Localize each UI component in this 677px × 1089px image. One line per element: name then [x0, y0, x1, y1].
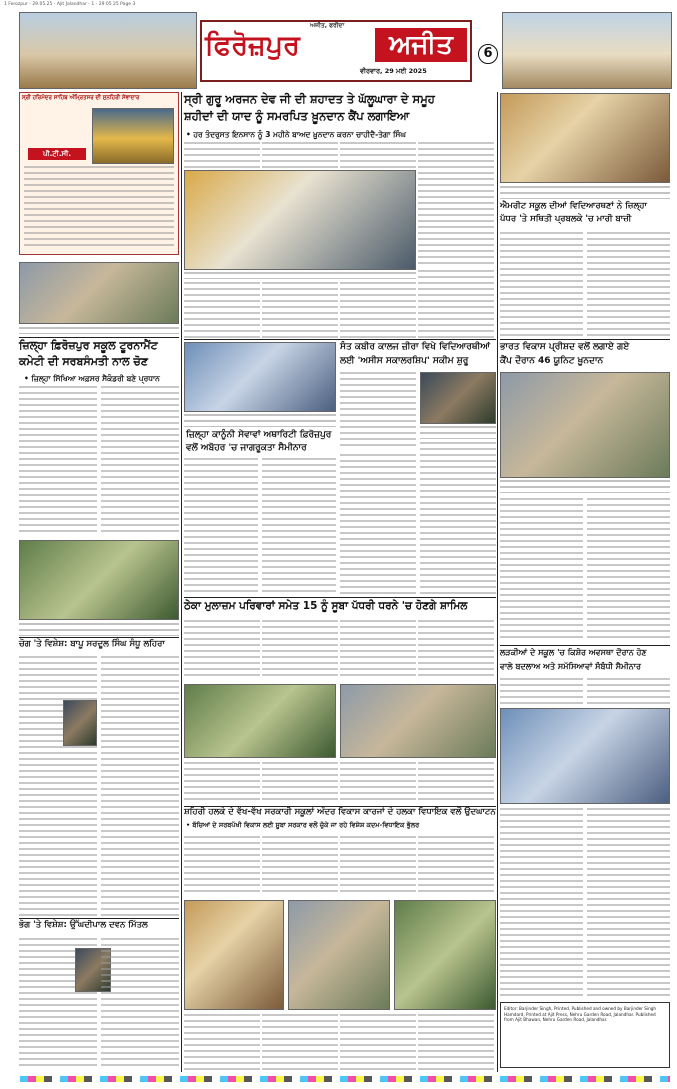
article-body	[184, 282, 260, 338]
article-photo	[340, 684, 496, 758]
article-body	[340, 620, 416, 680]
lead-photo	[184, 170, 416, 270]
lead-headline: ਸ੍ਰੀ ਗੁਰੂ ਅਰਜਨ ਦੇਵ ਜੀ ਦੀ ਸ਼ਹਾਦਤ ਤੇ ਘੱਲੂਘਾਰਾ ਦੇ ਸਮੂਹ	[184, 92, 435, 106]
section-rule	[19, 337, 179, 338]
article-photo	[184, 900, 284, 1010]
masthead-title-right: ਅਜੀਤ	[375, 28, 467, 62]
article-body	[587, 808, 670, 998]
headline: ਕੈਂਪ ਦੌਰਾਨ 46 ਯੂਨਿਟ ਖ਼ੂਨਦਾਨ	[500, 356, 604, 366]
headline: ਲਈ 'ਅਸੀਸ ਸਕਾਲਰਸ਼ਿਪ' ਸਕੀਮ ਸ਼ੁਰੂ	[340, 356, 469, 366]
column-rule	[181, 92, 182, 1072]
headline: ਕਮੇਟੀ ਦੀ ਸਰਬਸੰਮਤੀ ਨਾਲ ਚੋਣ	[19, 355, 148, 368]
photo-caption	[19, 623, 179, 636]
article-body	[500, 678, 583, 704]
article-body	[418, 142, 494, 267]
subheadline: • ਜ਼ਿਲ੍ਹਾ ਸਿੱਖਿਆ ਅਫ਼ਸਰ ਸੈਕੰਡਰੀ ਬਣੇ ਪ੍ਰਧਾਨ	[24, 374, 160, 383]
article-body	[262, 1014, 338, 1070]
photo-caption	[500, 480, 670, 493]
headline: ਐਮਰੀਟ ਸਕੂਲ ਦੀਆਂ ਵਿਦਿਆਰਥਣਾਂ ਨੇ ਜ਼ਿਲ੍ਹਾ	[500, 201, 647, 211]
article-body	[184, 1014, 260, 1070]
headline: ਜ਼ਿਲ੍ਹਾ ਕਾਨੂੰਨੀ ਸੇਵਾਵਾਂ ਅਥਾਰਿਟੀ ਫ਼ਿਰੋਜ਼ਪੁਰ	[186, 430, 332, 440]
article-photo	[288, 900, 390, 1010]
article-body	[340, 142, 416, 168]
article-photo	[184, 684, 336, 758]
lead-subheadline: • ਹਰ ਤੰਦਰੁਸਤ ਇਨਸਾਨ ਨੂੰ 3 ਮਹੀਨੇ ਬਾਅਦ ਖ਼ੂਨਦਾਨ ਕਰਨਾ ਚਾਹੀਦੈ-ਤੇਗਾ ਸਿੰਘ	[186, 130, 406, 139]
subheadline: • ਬੱਚਿਆਂ ਦੇ ਸਰਬਪੱਖੀ ਵਿਕਾਸ ਲਈ ਸੂਬਾ ਸਰਕਾਰ ਵਲੋਂ ਚੁੱਕੇ ਜਾ ਰਹੇ ਵਿਸ਼ੇਸ਼ ਕਦਮ-ਵਿਧਾਇਕ ਭੁੱਲਰ	[186, 821, 420, 829]
article-body	[587, 678, 670, 704]
article-body	[262, 282, 338, 338]
print-strip: 1 Ferozpur - 29.05.25 - Ajit Jalandhar - 1 - 29 05 25 Page 3	[4, 2, 136, 7]
masthead-title-left: ਫਿਰੋਜ਼ਪੁਰ	[205, 30, 300, 61]
article-body	[500, 232, 583, 336]
photo-caption	[184, 414, 336, 427]
article-body	[340, 282, 416, 338]
section-rule	[500, 339, 670, 340]
article-body	[500, 808, 583, 998]
article-photo	[500, 372, 670, 478]
headline: ਸੰਤ ਕਬੀਰ ਕਾਲਜ ਜ਼ੀਰਾ ਵਿਖੇ ਵਿਦਿਆਰਥੀਆਂ	[340, 342, 491, 352]
masthead-date: ਵੀਰਵਾਰ, 29 ਮਈ 2025	[360, 67, 427, 75]
color-registration-bar	[20, 1076, 670, 1082]
article-body	[500, 498, 583, 642]
article-body	[184, 142, 260, 168]
article-body	[19, 386, 97, 536]
footer-imprint: Editor: Barjinder Singh, Printed, Published and owned by Barjinder Singh Hamdard, Printed at Ajit Press, Nehru Garden Road, Jalandhar. Published from Ajit Bhawan, Nehru Garden Road, Jalandhar.	[500, 1002, 670, 1068]
article-body	[418, 762, 494, 804]
article-body	[340, 372, 416, 450]
article-body	[340, 1014, 416, 1070]
article-photo	[394, 900, 496, 1010]
section-rule	[184, 806, 496, 807]
section-rule	[500, 645, 670, 646]
section-rule	[19, 637, 179, 638]
photo-caption	[184, 272, 416, 279]
headline: ਜ਼ਿਲ੍ਹਾ ਫ਼ਿਰੋਜ਼ਪੁਰ ਸਕੂਲ ਟੂਰਨਾਮੈਂਟ	[19, 339, 158, 352]
headline: ਵਾਲੇ ਬਦਲਾਅ ਅਤੇ ਸਮੱਸਿਆਵਾਂ ਸੰਬੰਧੀ ਸੈਮੀਨਾਰ	[500, 662, 641, 671]
headline: ਵਲੋਂ ਅਬੋਹਰ 'ਚ ਜਾਗਰੂਕਤਾ ਸੈਮੀਨਾਰ	[186, 443, 307, 453]
ad-brand: ਪੀ.ਟੀ.ਸੀ.	[28, 148, 86, 160]
article-body	[262, 142, 338, 168]
article-body	[262, 762, 338, 804]
portrait-photo	[63, 700, 97, 746]
masthead-tag: ਅਜੀਤ, ਫਰੀਦਾ	[310, 22, 345, 29]
photo-caption	[19, 327, 179, 334]
article-body	[184, 458, 258, 594]
article-body	[19, 656, 97, 916]
headline: ਚੋਗ 'ਤੇ ਵਿਸ਼ੇਸ਼: ਬਾਪੂ ਸਰਦੂਲ ਸਿੰਘ ਸੰਧੂ ਲਹਿਰਾ	[19, 639, 165, 649]
headline: ਠੇਕਾ ਮੁਲਾਜ਼ਮ ਪਰਿਵਾਰਾਂ ਸਮੇਤ 15 ਨੂੰ ਸੂਬਾ ਪੱਧਰੀ ਧਰਨੇ 'ਚ ਹੋਣਗੇ ਸ਼ਾਮਿਲ	[184, 600, 468, 612]
article-photo	[184, 342, 336, 412]
article-body	[340, 762, 416, 804]
headline: ਪੱਧਰ 'ਤੇ ਸਥਿਤੀ ਪ੍ਰਬਲਕੇ 'ਚ ਮਾਰੀ ਬਾਜ਼ੀ	[500, 214, 632, 224]
ad-title: ਸ੍ਰੀ ਹਰਿਮੰਦਰ ਸਾਹਿਬ ਅੰਮ੍ਰਿਤਸਰ ਦੀ ਸੁਨਹਿਰੀ ਸੇਵਾਦਾਰ	[22, 95, 140, 101]
ad-golden-temple-image	[92, 108, 174, 164]
headline: ਸ਼ਹਿਰੀ ਹਲਕੇ ਦੇ ਵੱਖ-ਵੱਖ ਸਰਕਾਰੀ ਸਕੂਲਾਂ ਅੰਦਰ ਵਿਕਾਸ ਕਾਰਜਾਂ ਦੇ ਹਲਕਾ ਵਿਧਾਇਕ ਵਲੋਂ ਉਦਘਾਟਨ	[184, 807, 496, 817]
article-body	[184, 762, 260, 804]
article-body	[184, 620, 260, 680]
masthead-right-photo	[502, 12, 672, 89]
article-body	[587, 498, 670, 642]
article-body	[340, 454, 416, 594]
article-body	[101, 386, 179, 536]
photo-caption	[500, 186, 670, 199]
section-rule	[19, 918, 179, 919]
masthead-left-photo	[19, 12, 197, 89]
article-body	[418, 836, 494, 896]
headline: ਲੜਕੀਆਂ ਦੇ ਸਕੂਲ 'ਚ ਕਿਸ਼ੋਰ ਅਵਸਥਾ ਦੌਰਾਨ ਹੋਣ	[500, 648, 647, 657]
lead-headline: ਸ਼ਹੀਦਾਂ ਦੀ ਯਾਦ ਨੂੰ ਸਮਰਪਿਤ ਖ਼ੂਨਦਾਨ ਕੈਂਪ ਲਗਾਇਆ	[184, 109, 410, 123]
article-body	[262, 620, 338, 680]
article-body	[418, 1014, 494, 1070]
section-rule	[184, 339, 496, 340]
section-rule	[184, 597, 496, 598]
article-body	[184, 836, 260, 896]
article-body	[101, 938, 179, 1070]
ad-body	[24, 166, 174, 250]
article-photo	[500, 708, 670, 804]
article-body	[587, 232, 670, 336]
page-number: 6	[478, 44, 498, 64]
headline: ਭਾਰਤ ਵਿਕਾਸ ਪ੍ਰੀਸ਼ਦ ਵਲੋਂ ਲਗਾਏ ਗਏ	[500, 342, 630, 352]
article-body	[101, 656, 179, 916]
article-body	[420, 442, 496, 594]
headline: ਭੋਗ 'ਤੇ ਵਿਸ਼ੇਸ਼: ਉੱਘਦੀਪਾਲ ਦਵਨ ਮਿੱਤਲ	[19, 920, 148, 930]
article-photo	[19, 540, 179, 620]
article-photo	[500, 93, 670, 183]
article-body	[262, 458, 336, 594]
article-body	[418, 270, 494, 338]
photo-caption	[420, 426, 496, 439]
article-photo	[420, 372, 496, 424]
article-body	[340, 836, 416, 896]
article-body	[418, 620, 494, 680]
group-photo	[19, 262, 179, 324]
column-rule	[497, 92, 498, 1072]
article-body	[262, 836, 338, 896]
